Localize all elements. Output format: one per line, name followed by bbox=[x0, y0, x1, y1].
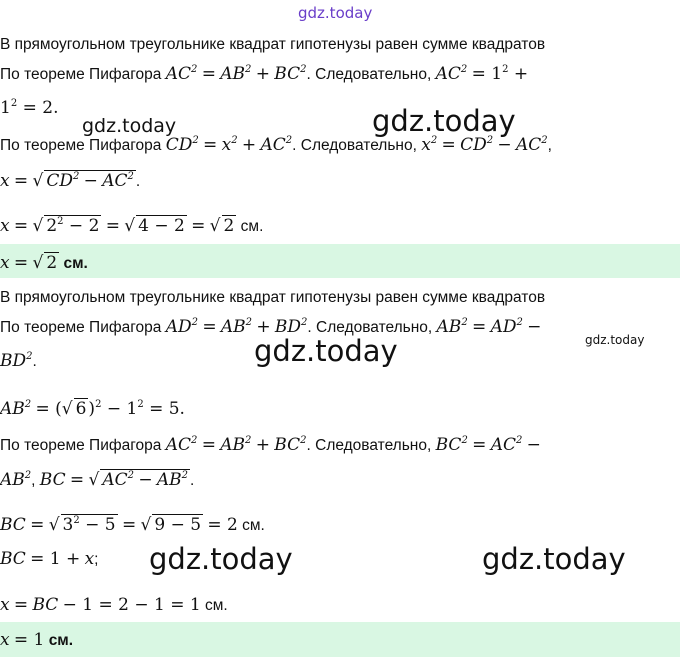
paragraph-intro-2: В прямоугольном треугольнике квадрат гипотенузы равен сумме квадратов bbox=[0, 289, 546, 306]
math-line: BC = 1 + x; bbox=[0, 549, 99, 569]
watermark: gdz.today bbox=[585, 333, 645, 347]
math-line: BC = √ $3^2 - 5$ = √ 9 − 5 = 2 см. bbox=[0, 514, 265, 538]
math-line: $BD^2$. bbox=[0, 351, 37, 371]
math-line: $1^2 = 2$. bbox=[0, 98, 59, 118]
math-line: x = √ $CD^2 - AC^2$ . bbox=[0, 170, 140, 194]
math-line: x = BC − 1 = 2 − 1 = 1 см. bbox=[0, 595, 228, 615]
math-line: x = √ $2^2 - 2$ = √ 4 − 2 = √ 2 см. bbox=[0, 215, 263, 239]
watermark: gdz.today bbox=[149, 542, 293, 576]
watermark-top: gdz.today bbox=[298, 4, 373, 22]
answer-text: x = 1 см. bbox=[0, 630, 74, 650]
answer-text: x = √ 2 см. bbox=[0, 253, 88, 273]
math-line: $AB^2$, BC = √ $AC^2 - AB^2$ . bbox=[0, 469, 194, 493]
answer-box bbox=[0, 244, 680, 278]
watermark: gdz.today bbox=[82, 115, 177, 137]
answer-box bbox=[0, 622, 680, 657]
math-line: По теореме Пифагора $AC^2 = AB^2 + BC^2$. Следовательно, $AC^2 = 1^2$ + bbox=[0, 64, 529, 84]
watermark: gdz.today bbox=[482, 542, 626, 576]
math-line: По теореме Пифагора $AD^2 = AB^2 + BD^2$. Следовательно, $AB^2 = AD^2$ − bbox=[0, 317, 542, 337]
math-line: По теореме Пифагора $AC^2 = AB^2 + BC^2$. Следовательно, $BC^2 = AC^2$ − bbox=[0, 435, 541, 455]
watermark: gdz.today bbox=[372, 104, 516, 138]
math-line: По теореме Пифагора $CD^2 = x^2 + AC^2$. Следовательно, $x^2 = CD^2 - AC^2$, bbox=[0, 135, 552, 155]
watermark: gdz.today bbox=[254, 334, 398, 368]
math-line: $AB^2$ = (√ 6 )$^2 - 1^2 = 5$. bbox=[0, 399, 185, 419]
paragraph-intro-1: В прямоугольном треугольнике квадрат гипотенузы равен сумме квадратов bbox=[0, 36, 546, 53]
